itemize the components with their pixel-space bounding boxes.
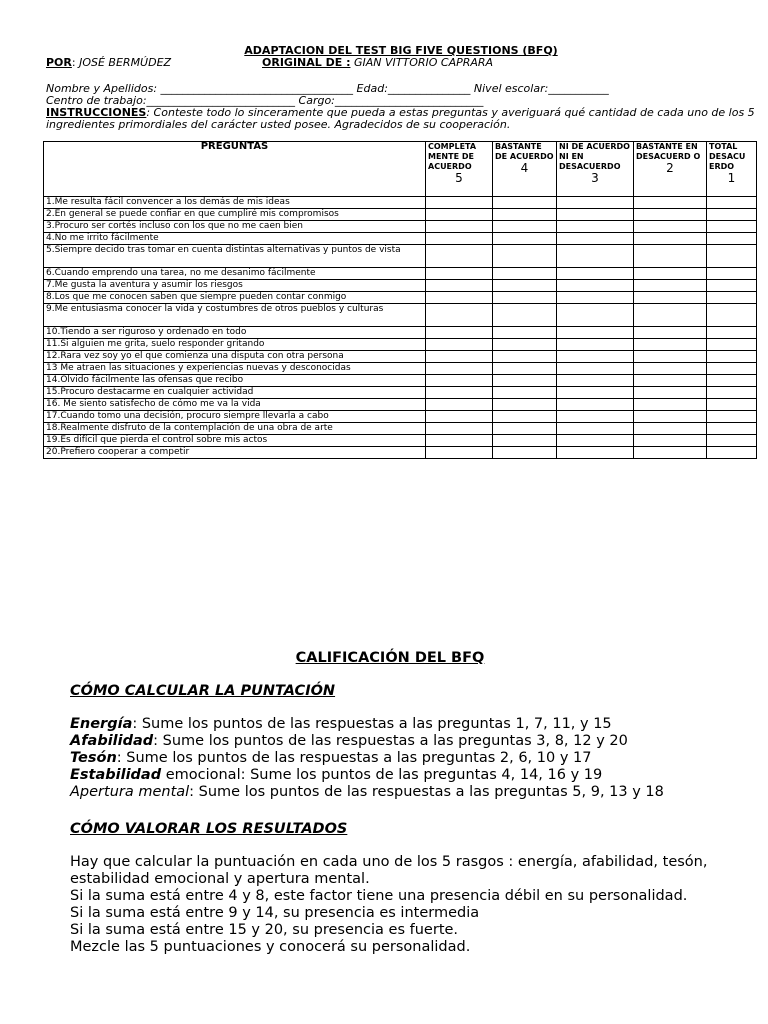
answer-cell[interactable] bbox=[557, 292, 634, 304]
answer-cell[interactable] bbox=[426, 399, 493, 411]
option-number: 3 bbox=[591, 171, 599, 185]
option-header-3 bbox=[557, 142, 634, 197]
answer-cell[interactable] bbox=[707, 327, 757, 339]
answer-cell[interactable] bbox=[634, 280, 707, 292]
answer-cell[interactable] bbox=[493, 387, 557, 399]
answer-cell[interactable] bbox=[426, 197, 493, 209]
option-number: 1 bbox=[727, 171, 736, 185]
answer-cell[interactable] bbox=[493, 327, 557, 339]
answer-cell[interactable] bbox=[634, 435, 707, 447]
question-text: 16. Me siento satisfecho de cómo me va la vida bbox=[44, 399, 426, 411]
afabilidad-label: Afabilidad bbox=[70, 733, 154, 749]
original-value: GIAN VITTORIO CAPRARA bbox=[353, 56, 494, 69]
answer-cell[interactable] bbox=[557, 423, 634, 435]
question-text: 13 Me atraen las situaciones y experiencias nuevas y desconocidas bbox=[44, 363, 426, 375]
answer-cell[interactable] bbox=[634, 327, 707, 339]
answer-cell[interactable] bbox=[707, 411, 757, 423]
original-label: ORIGINAL DE : bbox=[262, 56, 351, 69]
question-text: 7.Me gusta la aventura y asumir los riesgos bbox=[44, 280, 426, 292]
answer-cell[interactable] bbox=[557, 435, 634, 447]
option-label: BASTANTE EN DESACUERD O bbox=[636, 142, 701, 161]
answer-cell[interactable] bbox=[634, 268, 707, 280]
answer-cell[interactable] bbox=[707, 363, 757, 375]
answer-cell[interactable] bbox=[634, 423, 707, 435]
question-text: 14.Olvido fácilmente las ofensas que recibo bbox=[44, 375, 426, 387]
table-row bbox=[44, 327, 757, 339]
answer-cell[interactable] bbox=[707, 221, 757, 233]
answer-cell[interactable] bbox=[634, 304, 707, 327]
answer-cell[interactable] bbox=[493, 245, 557, 268]
answer-cell[interactable] bbox=[557, 327, 634, 339]
answer-cell[interactable] bbox=[493, 447, 557, 459]
afabilidad-rule bbox=[70, 733, 710, 750]
answer-cell[interactable] bbox=[634, 411, 707, 423]
answer-cell[interactable] bbox=[426, 268, 493, 280]
answer-cell[interactable] bbox=[426, 327, 493, 339]
answer-cell[interactable] bbox=[426, 411, 493, 423]
answer-cell[interactable] bbox=[493, 280, 557, 292]
answer-cell[interactable] bbox=[426, 435, 493, 447]
question-text: 12.Rara vez soy yo el que comienza una disputa con otra persona bbox=[44, 351, 426, 363]
energia-text: : Sume los puntos de las respuestas a las preguntas 1, 7, 11, y 15 bbox=[132, 716, 612, 732]
answer-cell[interactable] bbox=[426, 245, 493, 268]
question-text: 2.En general se puede confiar en que cumpliré mis compromisos bbox=[44, 209, 426, 221]
question-text: 8.Los que me conocen saben que siempre pueden contar conmigo bbox=[44, 292, 426, 304]
answer-cell[interactable] bbox=[493, 351, 557, 363]
answer-cell[interactable] bbox=[634, 233, 707, 245]
author-row bbox=[46, 57, 756, 69]
option-label: NI DE ACUERDO NI EN DESACUERDO bbox=[559, 142, 630, 171]
table-row bbox=[44, 375, 757, 387]
table-row bbox=[44, 399, 757, 411]
answer-cell[interactable] bbox=[557, 280, 634, 292]
answer-cell[interactable] bbox=[426, 387, 493, 399]
option-label: BASTANTE DE ACUERDO bbox=[495, 142, 554, 161]
teson-rule bbox=[70, 750, 710, 767]
option-label: TOTAL DESACU ERDO bbox=[709, 142, 746, 171]
answer-cell[interactable] bbox=[426, 221, 493, 233]
answer-cell[interactable] bbox=[493, 292, 557, 304]
question-text: 3.Procuro ser cortés incluso con los que no me caen bien bbox=[44, 221, 426, 233]
answer-cell[interactable] bbox=[707, 399, 757, 411]
answer-cell[interactable] bbox=[707, 339, 757, 351]
valorar-line: Si la suma está entre 4 y 8, este factor tiene una presencia débil en su personalidad. bbox=[70, 888, 688, 904]
table-header-row bbox=[44, 142, 757, 197]
table-row bbox=[44, 233, 757, 245]
answer-cell[interactable] bbox=[707, 268, 757, 280]
answer-cell[interactable] bbox=[426, 280, 493, 292]
answer-cell[interactable] bbox=[493, 399, 557, 411]
answer-cell[interactable] bbox=[557, 304, 634, 327]
valorar-line: Hay que calcular la puntuación en cada uno de los 5 rasgos : energía, afabilidad, tesón, estabilidad emocional y apertura mental. bbox=[70, 854, 708, 887]
questions-table bbox=[43, 141, 757, 459]
table-row bbox=[44, 304, 757, 327]
answer-cell[interactable] bbox=[557, 375, 634, 387]
personal-fields bbox=[46, 83, 756, 107]
apertura-rule bbox=[70, 784, 710, 801]
question-text: 1.Me resulta fácil convencer a los demás de mis ideas bbox=[44, 197, 426, 209]
table-row bbox=[44, 245, 757, 268]
answer-cell[interactable] bbox=[493, 423, 557, 435]
answer-cell[interactable] bbox=[493, 221, 557, 233]
por-label: POR bbox=[46, 56, 72, 69]
calificacion-section bbox=[70, 650, 710, 956]
table-row bbox=[44, 387, 757, 399]
apertura-text: : Sume los puntos de las respuestas a las preguntas 5, 9, 13 y 18 bbox=[189, 784, 664, 800]
answer-cell[interactable] bbox=[707, 280, 757, 292]
estabilidad-rule bbox=[70, 767, 710, 784]
table-row bbox=[44, 268, 757, 280]
answer-cell[interactable] bbox=[707, 292, 757, 304]
question-text: 20.Prefiero cooperar a competir bbox=[44, 447, 426, 459]
answer-cell[interactable] bbox=[634, 221, 707, 233]
answer-cell[interactable] bbox=[634, 363, 707, 375]
answer-cell[interactable] bbox=[634, 209, 707, 221]
answer-cell[interactable] bbox=[557, 447, 634, 459]
instructions-label: INSTRUCCIONES bbox=[46, 106, 147, 119]
questions-body bbox=[44, 197, 757, 459]
question-text: 15.Procuro destacarme en cualquier actividad bbox=[44, 387, 426, 399]
answer-cell[interactable] bbox=[426, 233, 493, 245]
como-valorar-heading: CÓMO VALORAR LOS RESULTADOS bbox=[70, 821, 348, 837]
answer-cell[interactable] bbox=[707, 245, 757, 268]
question-text: 6.Cuando emprendo una tarea, no me desanimo fácilmente bbox=[44, 268, 426, 280]
option-number: 4 bbox=[520, 161, 529, 175]
instructions-text: : Conteste todo lo sinceramente que pueda a estas preguntas y averiguará qué cantidad de cada uno de los 5 ingredientes primordiales del carácter usted posee. Agradecidos de su cooperación. bbox=[46, 106, 755, 131]
field-line-1: Nombre y Apellidos: ___________________________________ Edad:_______________ Nivel escolar:___________ bbox=[46, 82, 609, 95]
teson-label: Tesón bbox=[70, 750, 117, 766]
answer-cell[interactable] bbox=[707, 435, 757, 447]
estabilidad-text: emocional: Sume los puntos de las preguntas 4, 14, 16 y 19 bbox=[161, 767, 603, 783]
option-number: 5 bbox=[455, 171, 463, 185]
answer-cell[interactable] bbox=[493, 209, 557, 221]
question-text: 17.Cuando tomo una decisión, procuro siempre llevarla a cabo bbox=[44, 411, 426, 423]
table-row bbox=[44, 435, 757, 447]
table-row bbox=[44, 292, 757, 304]
answer-cell[interactable] bbox=[634, 197, 707, 209]
field-line-2: Centro de trabajo:___________________________ Cargo:___________________________ bbox=[46, 94, 484, 107]
instructions bbox=[46, 107, 756, 131]
answer-cell[interactable] bbox=[557, 221, 634, 233]
answer-cell[interactable] bbox=[707, 423, 757, 435]
answer-cell[interactable] bbox=[493, 197, 557, 209]
answer-cell[interactable] bbox=[557, 387, 634, 399]
answer-cell[interactable] bbox=[426, 447, 493, 459]
answer-cell[interactable] bbox=[707, 447, 757, 459]
teson-text: : Sume los puntos de las respuestas a las preguntas 2, 6, 10 y 17 bbox=[116, 750, 592, 766]
table-row bbox=[44, 209, 757, 221]
como-calcular-heading: CÓMO CALCULAR LA PUNTACIÓN bbox=[70, 683, 336, 699]
option-header-1 bbox=[707, 142, 757, 197]
original-line bbox=[262, 57, 493, 69]
answer-cell[interactable] bbox=[707, 304, 757, 327]
table-row bbox=[44, 447, 757, 459]
answer-cell[interactable] bbox=[426, 292, 493, 304]
option-header-5 bbox=[426, 142, 493, 197]
calificacion-title: CALIFICACIÓN DEL BFQ bbox=[295, 650, 485, 666]
answer-cell[interactable] bbox=[707, 233, 757, 245]
table-row bbox=[44, 351, 757, 363]
document-header bbox=[46, 45, 756, 131]
question-text: 9.Me entusiasma conocer la vida y costumbres de otros pueblos y culturas bbox=[44, 304, 426, 327]
answer-cell[interactable] bbox=[707, 375, 757, 387]
answer-cell[interactable] bbox=[426, 339, 493, 351]
answer-cell[interactable] bbox=[426, 423, 493, 435]
answer-cell[interactable] bbox=[557, 363, 634, 375]
answer-cell[interactable] bbox=[557, 209, 634, 221]
answer-cell[interactable] bbox=[557, 351, 634, 363]
option-number: 2 bbox=[666, 161, 674, 175]
table-row bbox=[44, 363, 757, 375]
por-value: JOSÉ BERMÚDEZ bbox=[79, 56, 172, 69]
answer-cell[interactable] bbox=[707, 351, 757, 363]
option-header-4 bbox=[493, 142, 557, 197]
valorar-line: Si la suma está entre 15 y 20, su presencia es fuerte. bbox=[70, 922, 459, 938]
por-line: POR: JOSÉ BERMÚDEZ bbox=[46, 56, 172, 69]
valorar-line: Mezcle las 5 puntuaciones y conocerá su personalidad. bbox=[70, 939, 471, 955]
answer-cell[interactable] bbox=[707, 197, 757, 209]
answer-cell[interactable] bbox=[493, 363, 557, 375]
table-row bbox=[44, 221, 757, 233]
afabilidad-text: : Sume los puntos de las respuestas a las preguntas 3, 8, 12 y 20 bbox=[153, 733, 628, 749]
answer-cell[interactable] bbox=[634, 351, 707, 363]
answer-cell[interactable] bbox=[426, 304, 493, 327]
answer-cell[interactable] bbox=[634, 387, 707, 399]
answer-cell[interactable] bbox=[426, 363, 493, 375]
answer-cell[interactable] bbox=[557, 399, 634, 411]
answer-cell[interactable] bbox=[426, 375, 493, 387]
answer-cell[interactable] bbox=[493, 304, 557, 327]
answer-cell[interactable] bbox=[493, 411, 557, 423]
table-row bbox=[44, 411, 757, 423]
answer-cell[interactable] bbox=[634, 447, 707, 459]
answer-cell[interactable] bbox=[493, 233, 557, 245]
table-row bbox=[44, 280, 757, 292]
question-text: 11.Si alguien me grita, suelo responder gritando bbox=[44, 339, 426, 351]
answer-cell[interactable] bbox=[557, 339, 634, 351]
answer-cell[interactable] bbox=[634, 399, 707, 411]
answer-cell[interactable] bbox=[557, 411, 634, 423]
question-text: 4.No me irrito fácilmente bbox=[44, 233, 426, 245]
table-row bbox=[44, 339, 757, 351]
question-text: 19.Es difícil que pierda el control sobre mis actos bbox=[44, 435, 426, 447]
answer-cell[interactable] bbox=[634, 375, 707, 387]
answer-cell[interactable] bbox=[493, 268, 557, 280]
apertura-label: Apertura mental bbox=[70, 784, 190, 800]
energia-rule bbox=[70, 716, 710, 733]
question-text: 10.Tiendo a ser riguroso y ordenado en todo bbox=[44, 327, 426, 339]
answer-cell[interactable] bbox=[634, 292, 707, 304]
answer-cell[interactable] bbox=[426, 209, 493, 221]
answer-cell[interactable] bbox=[557, 245, 634, 268]
table-row bbox=[44, 423, 757, 435]
answer-cell[interactable] bbox=[634, 245, 707, 268]
energia-label: Energía bbox=[70, 716, 133, 732]
answer-cell[interactable] bbox=[634, 339, 707, 351]
answer-cell[interactable] bbox=[707, 387, 757, 399]
answer-cell[interactable] bbox=[493, 375, 557, 387]
question-text: 5.Siempre decido tras tomar en cuenta distintas alternativas y puntos de vista bbox=[44, 245, 426, 268]
answer-cell[interactable] bbox=[707, 209, 757, 221]
answer-cell[interactable] bbox=[426, 351, 493, 363]
answer-cell[interactable] bbox=[493, 435, 557, 447]
answer-cell[interactable] bbox=[557, 233, 634, 245]
estabilidad-label: Estabilidad bbox=[70, 767, 162, 783]
table-row bbox=[44, 197, 757, 209]
option-header-2 bbox=[634, 142, 707, 197]
answer-cell[interactable] bbox=[493, 339, 557, 351]
option-label: COMPLETA MENTE DE ACUERDO bbox=[428, 142, 477, 171]
preguntas-header: PREGUNTAS bbox=[44, 142, 426, 197]
valorar-line: Si la suma está entre 9 y 14, su presencia es intermedia bbox=[70, 905, 480, 921]
answer-cell[interactable] bbox=[557, 197, 634, 209]
document-title: ADAPTACION DEL TEST BIG FIVE QUESTIONS (BFQ) bbox=[244, 44, 558, 57]
answer-cell[interactable] bbox=[557, 268, 634, 280]
question-text: 18.Realmente disfruto de la contemplación de una obra de arte bbox=[44, 423, 426, 435]
